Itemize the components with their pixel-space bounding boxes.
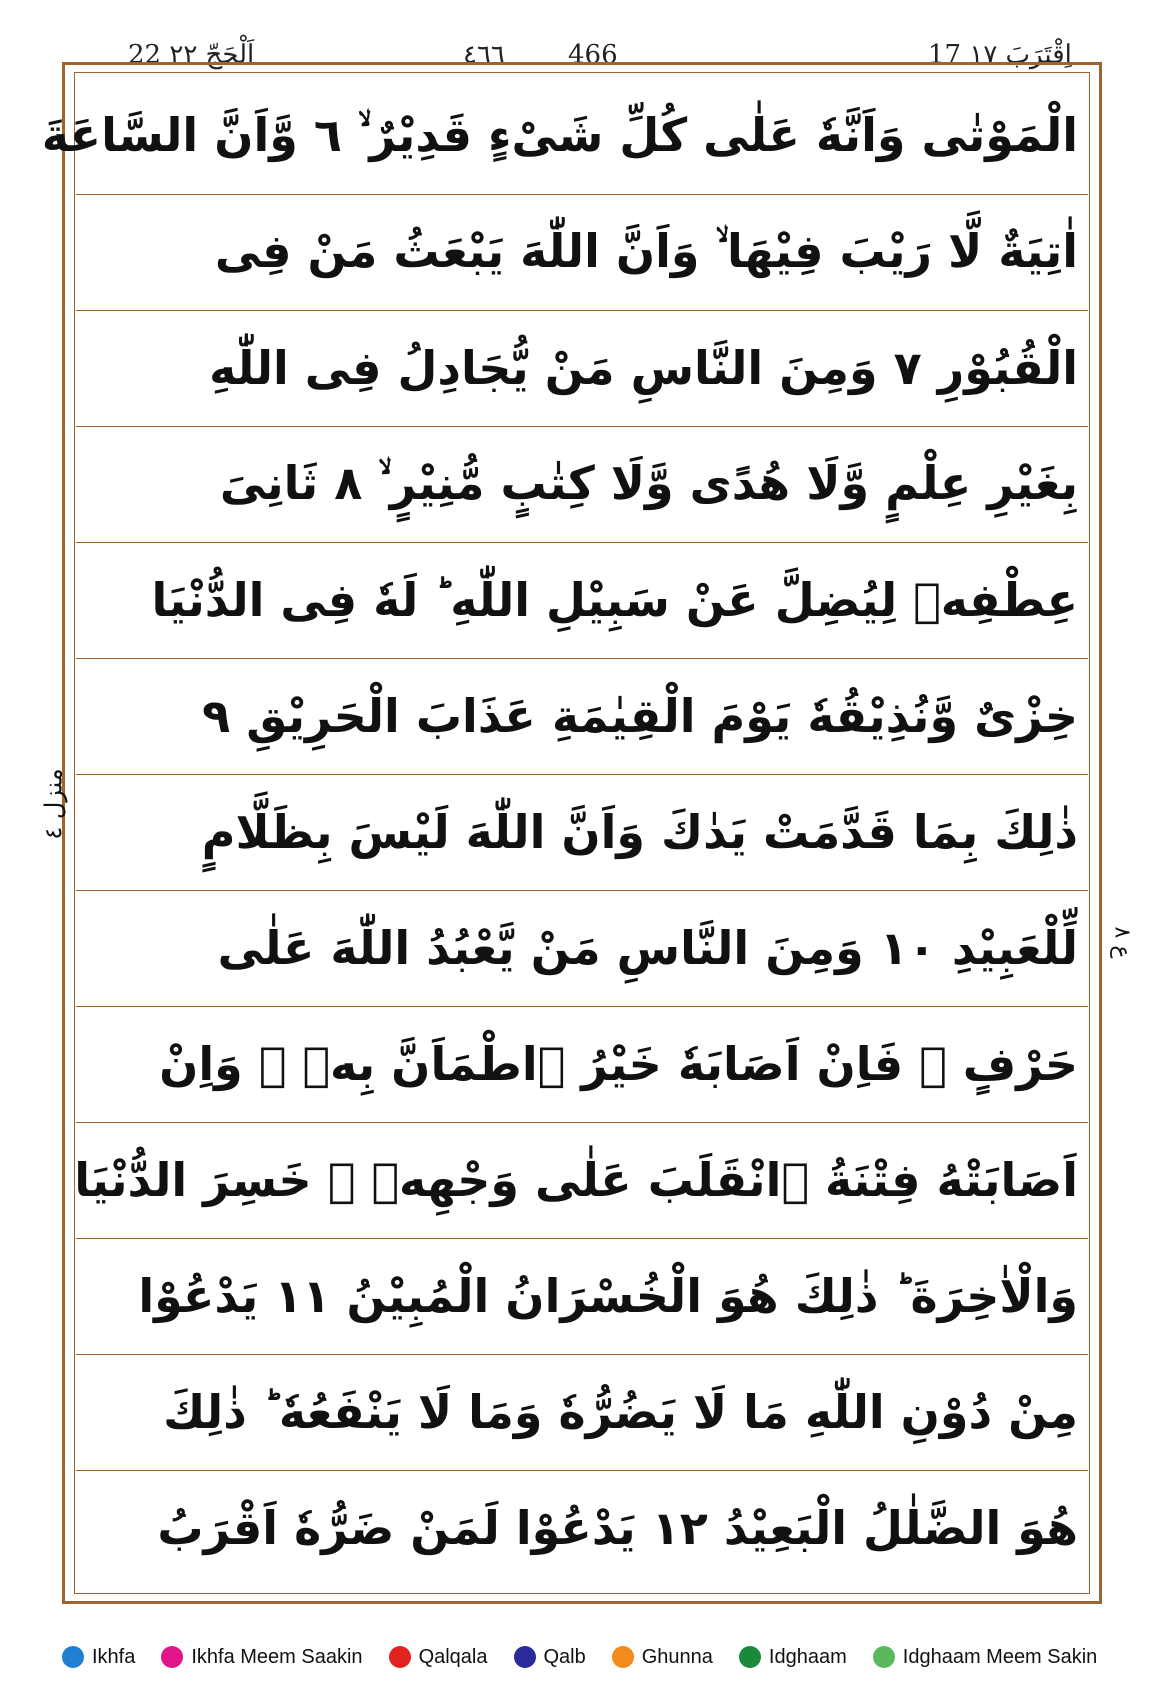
text-line (76, 1238, 1088, 1354)
legend-label: Ikhfa (92, 1645, 136, 1668)
legend-dot-icon (612, 1646, 634, 1668)
legend-label: Ghunna (641, 1645, 713, 1668)
line-text: هُوَ الضَّلٰلُ الْبَعِیْدُ ١٢ یَدْعُوْا لَمَنْ ضَرُّهٗ اَقْرَبُ (157, 1501, 1078, 1555)
line-text: لِّلْعَبِیْدِ ١٠ وَمِنَ النَّاسِ مَنْ یَّعْبُدُ اللّٰهَ عَلٰى (217, 921, 1078, 975)
line-text: اٰتِیَةٌ لَّا رَیْبَ فِیْهَا ۙ وَاَنَّ اللّٰهَ یَبْعَثُ مَنْ فِی (214, 224, 1078, 278)
legend-item (612, 1646, 713, 1669)
legend-dot-icon (873, 1646, 895, 1668)
legend-dot-icon (62, 1646, 84, 1668)
legend-item (739, 1646, 847, 1669)
text-line (76, 658, 1088, 774)
surah-name: 22 اَلْحَجّ ٢٢ (122, 40, 260, 70)
legend-dot-icon (389, 1646, 411, 1668)
text-line (76, 542, 1088, 658)
line-text: ذٰلِكَ بِمَا قَدَّمَتْ یَدٰكَ وَاَنَّ اللّٰهَ لَیْسَ بِظَلَّامٍ (201, 805, 1078, 859)
text-line (76, 1470, 1088, 1586)
line-text: اَصَابَتْهُ فِتْنَةُ ࣙانْقَلَبَ عَلٰى وَجْهِهٖ ۫ خَسِرَ الدُّنْیَا (74, 1153, 1078, 1207)
text-line (76, 774, 1088, 890)
text-line (76, 194, 1088, 310)
tajweed-legend (62, 1640, 1122, 1674)
text-line (76, 1006, 1088, 1122)
legend-label: Qalb (543, 1645, 586, 1668)
legend-dot-icon (739, 1646, 761, 1668)
legend-label: Idghaam (768, 1645, 847, 1668)
text-line (76, 310, 1088, 426)
page-number: 466 (562, 40, 624, 70)
ruku-marker: ع ۸ (1109, 926, 1135, 959)
legend-label: Idghaam Meem Sakin (902, 1645, 1098, 1668)
line-text: حَرْفٍ ۚ فَاِنْ اَصَابَهٗ خَیْرُ ࣙاطْمَاَنَّ بِهٖ ۚ وَاِنْ (159, 1037, 1078, 1091)
legend-label: Qalqala (418, 1645, 488, 1668)
text-line (76, 1122, 1088, 1238)
line-text: الْمَوْتٰى وَاَنَّهٗ عَلٰى كُلِّ شَیْءٍ قَدِیْرٌ ۙ ٦ وَّاَنَّ السَّاعَةَ (41, 108, 1078, 162)
text-line (76, 1354, 1088, 1470)
juz-name: 17 اِقْتَرَبَ ١٧ (922, 40, 1078, 70)
legend-item (389, 1646, 488, 1669)
legend-item (161, 1646, 362, 1669)
legend-dot-icon (161, 1646, 183, 1668)
text-line (41, 78, 1088, 194)
text-line (76, 426, 1088, 542)
page-number-arabic: ٤٦٦ (457, 40, 511, 70)
line-text: عِطْفِهٖ لِیُضِلَّ عَنْ سَبِیْلِ اللّٰهِ ؕ لَهٗ فِی الدُّنْیَا (151, 573, 1078, 627)
manzil-marker: منزل ٤ (39, 768, 68, 840)
line-text: خِزْیٌ وَّنُذِیْقُهٗ یَوْمَ الْقِیٰمَةِ عَذَابَ الْحَرِیْقِ ٩ (202, 689, 1078, 743)
legend-item (873, 1646, 1098, 1669)
legend-dot-icon (514, 1646, 536, 1668)
text-line (76, 890, 1088, 1006)
legend-label: Ikhfa Meem Saakin (191, 1645, 363, 1668)
line-text: بِغَیْرِ عِلْمٍ وَّلَا هُدًى وَّلَا كِتٰبٍ مُّنِیْرٍ ۙ ٨ ثَانِیَ (219, 456, 1078, 510)
line-text: الْقُبُوْرِ ٧ وَمِنَ النَّاسِ مَنْ یُّجَادِلُ فِی اللّٰهِ (209, 341, 1078, 395)
legend-item (62, 1646, 135, 1669)
line-text: وَالْاٰخِرَةَ ؕ ذٰلِكَ هُوَ الْخُسْرَانُ الْمُبِیْنُ ١١ یَدْعُوْا (138, 1269, 1078, 1323)
legend-item (514, 1646, 586, 1669)
line-text: مِنْ دُوْنِ اللّٰهِ مَا لَا یَضُرُّهٗ وَمَا لَا یَنْفَعُهٗ ؕ ذٰلِكَ (163, 1385, 1078, 1439)
